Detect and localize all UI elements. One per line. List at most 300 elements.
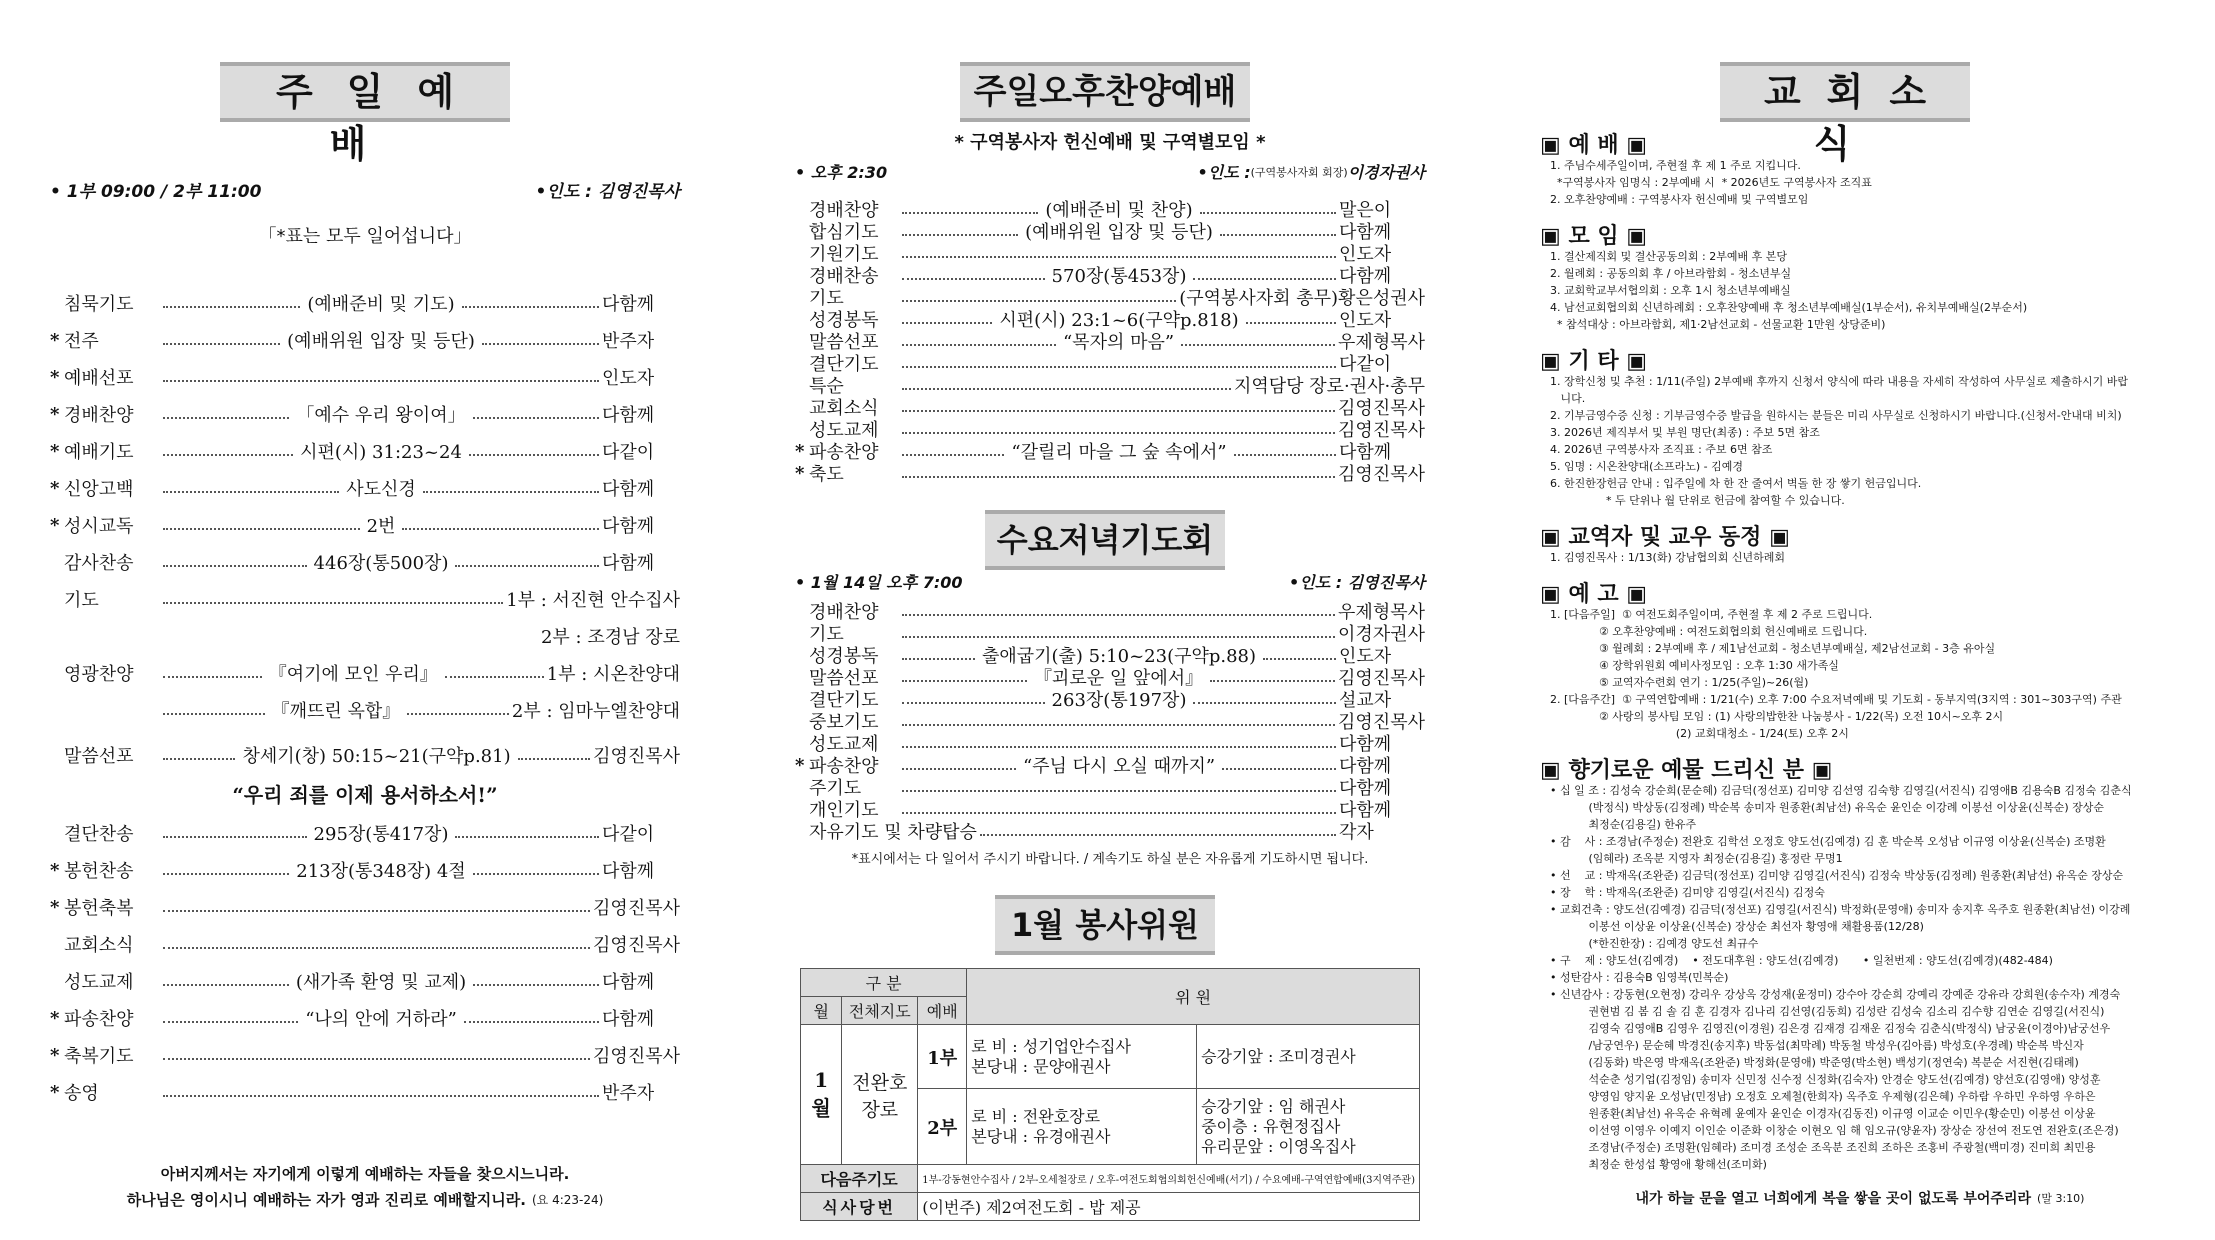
order-person: 김영진목사 xyxy=(593,1046,680,1067)
news-line: ② 사랑의 봉사팀 모임 : (1) 사랑의밥한찬 나눔봉사 - 1/22(목) 오전 10시~오후 2시 xyxy=(1550,710,2004,723)
news-line: 2. [다음주간] ① 구역연합예배 : 1/21(수) 오후 7:00 수요저녁예배 및 기도회 - 동부지역(3지역 : 301~303구역) 주관 xyxy=(1550,693,2122,706)
order-detail: 창세기(창) 50:15~21(구약p.81) xyxy=(242,746,511,767)
sunday-worship-time: • 1부 09:00 / 2부 11:00 xyxy=(50,181,262,202)
news-section-heading: ▣ 교역자 및 교우 동정 ▣ xyxy=(1540,525,1790,550)
order-row xyxy=(50,586,680,612)
news-line: 권현범 김 봄 김 솔 김 훈 김경자 김나리 김선영(김동희) 김성란 김성숙 김소리 김수향 김연순 김영길(서진식) xyxy=(1550,1005,2105,1018)
order-person: 다함께 xyxy=(602,861,655,882)
order-row xyxy=(795,818,1425,844)
order-row xyxy=(50,1005,680,1031)
dot-leader xyxy=(163,565,307,567)
order-row xyxy=(50,327,680,353)
afternoon-time: • 오후 2:30 xyxy=(795,163,888,182)
order-person: 다함께 xyxy=(602,479,655,500)
order-person: 1부 : 시온찬양대 xyxy=(546,664,680,685)
afternoon-leader-name: 이경자권사 xyxy=(1347,163,1425,182)
order-label: 파송찬양 xyxy=(809,756,879,777)
order-row xyxy=(50,475,680,501)
wednesday-time: • 1월 14일 오후 7:00 xyxy=(795,573,963,592)
order-mark: * xyxy=(795,440,805,462)
order-person: 2부 : 임마누엘찬양대 xyxy=(511,701,680,722)
table-header-members: 위 원 xyxy=(967,969,1420,1025)
dot-leader xyxy=(163,1095,599,1097)
order-person: 김영진목사 xyxy=(593,746,681,767)
order-person: 말은이 xyxy=(1339,200,1392,221)
sunday-worship-title: 주일예배 xyxy=(220,62,510,122)
order-label: 합심기도 xyxy=(809,222,879,243)
order-person: 다함께 xyxy=(1339,778,1392,799)
news-line: (박정식) 박상동(김정례) 박순복 송미자 원종환(최남선) 유옥순 윤인순 이강례 이봉선 이상윤(신복순) 장상순 xyxy=(1550,801,2105,814)
dot-leader xyxy=(163,343,280,345)
table-part-2: 2부 xyxy=(918,1089,967,1165)
order-person: 김영진목사 xyxy=(1338,464,1425,485)
order-person: 김영진목사 xyxy=(1338,420,1425,441)
dot-leader xyxy=(902,454,1004,456)
dot-leader xyxy=(469,454,599,456)
dot-leader xyxy=(163,910,590,912)
order-label: 경배찬양 xyxy=(64,405,134,426)
church-news-column xyxy=(1540,0,2180,1240)
news-line: 1. [다음주일] ① 여전도회주일이며, 주현절 후 제 2 주로 드립니다. xyxy=(1550,608,1873,621)
dot-leader xyxy=(902,812,1336,814)
order-mark: * xyxy=(50,1007,60,1029)
order-label: 예배선포 xyxy=(64,368,134,389)
order-mark: * xyxy=(50,477,60,499)
order-detail: (예배준비 및 기도) xyxy=(307,294,455,315)
order-person: 다함께 xyxy=(1339,800,1392,821)
order-detail: “목자의 마음” xyxy=(1062,332,1175,353)
order-person: 다함께 xyxy=(602,516,655,537)
dot-leader xyxy=(163,836,307,838)
dot-leader xyxy=(163,676,262,678)
news-section-heading: ▣ 기 타 ▣ xyxy=(1540,349,1648,374)
news-line: (2) 교회대청소 - 1/24(토) 오후 2시 xyxy=(1550,727,1849,740)
news-line: 2. 오후찬양예배 : 구역봉사자 헌신예배 및 구역별모임 xyxy=(1550,193,1809,206)
standing-note: 「*표는 모두 일어섭니다」 xyxy=(258,226,472,247)
news-line: 4. 남선교회협의회 신년하례회 : 오후찬양예배 후 청소년부예배실(1부순서), 유치부예배실(2부순서) xyxy=(1550,301,2028,314)
dot-leader xyxy=(163,528,360,530)
order-label: 기원기도 xyxy=(809,244,879,265)
order-person: 1부 : 서진현 안수집사 xyxy=(506,590,680,611)
order-person: 인도자 xyxy=(1339,310,1392,331)
news-line: • 교회건축 : 양도선(김예경) 김금덕(정선포) 김영길(서진식) 박정화(문영애) 송미자 송지후 옥주호 원종환(최남선) 이강례 xyxy=(1550,903,2131,916)
news-line: *구역봉사자 임명식 : 2부예배 시 * 2026년도 구역봉사자 조직표 xyxy=(1550,176,1872,189)
dot-leader xyxy=(902,658,975,660)
table-part-1-right: 승강기앞 : 조미경권사 xyxy=(1197,1025,1420,1089)
news-line: • 감 사 : 조경남(주정순) 전완호 김학선 오정호 양도선(김예경) 김 훈 박순복 오성남 이규영 이상윤(신복순) 조명환 xyxy=(1550,835,2106,848)
order-mark: * xyxy=(50,859,60,881)
order-label: 성도교제 xyxy=(64,972,134,993)
table-part-2-right: 승강기앞 : 임 해권사 중이층 : 유현정집사 유리문앞 : 이영옥집사 xyxy=(1197,1089,1420,1165)
news-line: 4. 2026년 구역봉사자 조직표 : 주보 6면 참조 xyxy=(1550,443,1773,456)
order-row xyxy=(50,1042,680,1068)
dot-leader xyxy=(455,836,599,838)
dot-leader xyxy=(902,614,1335,616)
dot-leader xyxy=(902,234,1018,236)
order-person: 김영진목사 xyxy=(593,935,680,956)
news-line: (*한진한장) : 김예경 양도선 최규수 xyxy=(1550,937,1759,950)
dot-leader xyxy=(464,1021,599,1023)
news-line: 최정순 한성섭 황영애 황해선(조미화) xyxy=(1550,1158,1767,1171)
dot-leader xyxy=(1220,234,1336,236)
table-next-value: 1부-강동현안수집사 / 2부-오세철장로 / 오후-여전도회협의회헌신예배(서기) / 수요예배-구역연합예배(3지역주관) xyxy=(918,1165,1420,1193)
verse-reference: (요 4:23-24) xyxy=(531,1192,604,1207)
dot-leader xyxy=(163,1021,298,1023)
church-news-title: 교회소식 xyxy=(1720,62,1970,122)
news-section-heading: ▣ 모 임 ▣ xyxy=(1540,224,1648,249)
order-label: 영광찬양 xyxy=(64,664,134,685)
table-next-label: 다음주기도 xyxy=(801,1165,918,1193)
order-label: 성도교제 xyxy=(809,420,879,441)
order-person: 다함께 xyxy=(602,294,655,315)
table-header-service: 예배 xyxy=(918,997,967,1025)
order-person: 우제형목사 xyxy=(1338,332,1425,353)
service-committee-table xyxy=(800,968,1420,1221)
dot-leader xyxy=(1193,702,1336,704)
order-detail: 213장(통348장) 4절 xyxy=(296,861,466,882)
order-label: 성경봉독 xyxy=(809,646,879,667)
order-row xyxy=(50,894,680,920)
order-label: 축도 xyxy=(809,464,844,485)
table-meal-value: (이번주) 제2여전도회 - 밥 제공 xyxy=(918,1193,1420,1221)
dot-leader xyxy=(163,380,599,382)
order-label: 성도교제 xyxy=(809,734,879,755)
afternoon-worship-column xyxy=(795,0,1425,1240)
order-label: 침묵기도 xyxy=(64,294,134,315)
order-person: 다함께 xyxy=(1339,222,1392,243)
verse-line-1: 아버지께서는 자기에게 이렇게 예배하는 자들을 찾으시느니라. xyxy=(160,1164,570,1183)
dot-leader xyxy=(902,636,1335,638)
order-row xyxy=(50,512,680,538)
order-person: 김영진목사 xyxy=(1338,668,1425,689)
order-detail: (예배위원 입장 및 등단) xyxy=(287,331,475,352)
wednesday-leader: •인도 : 김영진목사 xyxy=(1289,573,1425,592)
news-line: 1. 장학신청 및 추천 : 1/11(주일) 2부예배 후까지 신청서 양식에 따라 내용을 자세히 작성하여 사무실로 제출하시기 바랍 xyxy=(1550,375,2128,388)
order-person: 인도자 xyxy=(602,368,655,389)
order-person: 다함께 xyxy=(602,553,655,574)
news-line: • 구 제 : 양도선(김예경) • 전도대후원 : 양도선(김예경) • 일천번제 : 양도선(김예경)(482-484) xyxy=(1550,954,2053,967)
order-detail: 295장(통417장) xyxy=(313,824,449,845)
news-section-heading: ▣ 예 배 ▣ xyxy=(1540,133,1648,158)
dot-leader xyxy=(902,388,1231,390)
order-detail: 시편(시) 31:23~24 xyxy=(300,442,462,463)
dot-leader xyxy=(163,417,289,419)
order-row xyxy=(50,290,680,316)
table-month: 1월 xyxy=(801,1025,842,1165)
dot-leader xyxy=(902,410,1335,412)
order-person: 다함께 xyxy=(1339,734,1392,755)
closing-verse: 내가 하늘 문을 열고 너희에게 복을 쌓을 곳이 없도록 부어주리라 xyxy=(1635,1191,2032,1207)
sunday-worship-column xyxy=(50,0,680,1240)
wednesday-title: 수요저녁기도회 xyxy=(985,510,1225,570)
dot-leader xyxy=(980,834,1336,836)
order-detail: (새가족 환영 및 교제) xyxy=(295,972,467,993)
dot-leader xyxy=(1181,344,1335,346)
order-row xyxy=(50,742,680,768)
order-detail: 『괴로운 일 앞에서』 xyxy=(1033,668,1204,689)
order-detail: 『여기에 모인 우리』 xyxy=(268,664,438,685)
dot-leader xyxy=(902,300,1176,302)
order-detail: “갈릴리 마을 그 숲 속에서” xyxy=(1011,442,1227,463)
order-label: 기도 xyxy=(64,590,99,611)
news-line: 6. 한진한장헌금 안내 : 입주일에 차 한 잔 줄여서 벽돌 한 장 쌓기 헌금입니다. xyxy=(1550,477,1922,490)
dot-leader xyxy=(163,713,265,715)
order-person: 이경자권사 xyxy=(1338,624,1425,645)
dot-leader xyxy=(902,476,1335,478)
order-mark: * xyxy=(50,403,60,425)
news-line: 1. 김영진목사 : 1/13(화) 강남협의회 신년하례회 xyxy=(1550,551,1785,564)
news-line: 이봉선 이상윤 이상윤(신복순) 장상순 최선자 황영애 채활용품(12/28) xyxy=(1550,920,1924,933)
dot-leader xyxy=(902,702,1045,704)
order-person: 각자 xyxy=(1339,822,1374,843)
order-person: 다같이 xyxy=(1339,354,1392,375)
order-label: 신앙고백 xyxy=(64,479,134,500)
dot-leader xyxy=(163,984,289,986)
news-line: 이선영 이영우 이예지 이인순 이준화 이창순 이현오 임 해 임오규(양윤자) 장상순 장선여 전도연 전완호(조은경) xyxy=(1550,1124,2119,1137)
order-mark: * xyxy=(50,1044,60,1066)
dot-leader xyxy=(482,343,599,345)
dot-leader xyxy=(163,491,339,493)
news-line: 양영임 양지윤 오성남(민정남) 오정호 오제철(한희자) 옥주호 우제형(김은혜) 우하람 우하민 우하영 우하은 xyxy=(1550,1090,2096,1103)
order-detail: “나의 안에 거하라” xyxy=(305,1009,457,1030)
dot-leader xyxy=(1193,278,1336,280)
order-person: 우제형목사 xyxy=(1338,602,1425,623)
order-mark: * xyxy=(50,366,60,388)
dot-leader xyxy=(902,680,1027,682)
verse-line-2: 하나님은 영이시니 예배하는 자가 영과 진리로 예배할지니라. xyxy=(126,1190,526,1209)
dot-leader xyxy=(163,873,289,875)
dot-leader xyxy=(163,602,503,604)
order-mark: * xyxy=(795,462,805,484)
news-section-heading: ▣ 예 고 ▣ xyxy=(1540,582,1648,607)
order-row xyxy=(50,931,680,957)
news-line: 3. 교회학교부서협의회 : 오후 1시 청소년부예배실 xyxy=(1550,284,1791,297)
order-mark: * xyxy=(50,896,60,918)
table-header-month: 월 xyxy=(801,997,842,1025)
order-person: 다함께 xyxy=(602,1009,655,1030)
order-detail: 『깨뜨린 옥합』 xyxy=(271,701,401,722)
order-label: 주기도 xyxy=(809,778,862,799)
news-line: 2. 기부금영수증 신청 : 기부금영수증 발급을 원하시는 분들은 미리 사무실로 신청하시기 바랍니다.(신청서-안내대 비치) xyxy=(1550,409,2122,422)
dot-leader xyxy=(402,528,599,530)
table-part-1-left: 로 비 : 성기업안수집사 본당내 : 문양애권사 xyxy=(967,1025,1197,1089)
order-label: 경배찬송 xyxy=(809,266,879,287)
news-line: /남궁연우) 문순혜 박경진(송지후) 박동섭(최막례) 박동철 박성우(김아름) 박성호(우경례) 박순복 박신자 xyxy=(1550,1039,2084,1052)
order-label: 성시교독 xyxy=(64,516,134,537)
order-mark: * xyxy=(50,514,60,536)
afternoon-worship-title: 주일오후찬양예배 xyxy=(960,62,1250,122)
order-label: 개인기도 xyxy=(809,800,879,821)
dot-leader xyxy=(902,366,1336,368)
dot-leader xyxy=(902,344,1056,346)
news-line: • 선 교 : 박재옥(조완준) 김금덕(정선포) 김미양 김영길(서진식) 김정숙 박상동(김정례) 원종환(최남선) 유옥순 장상순 xyxy=(1550,869,2124,882)
order-person: 다함께 xyxy=(1339,756,1392,777)
order-row xyxy=(50,820,680,846)
dot-leader xyxy=(163,758,235,760)
order-detail: (예배위원 입장 및 등단) xyxy=(1025,222,1213,243)
afternoon-subtitle: * 구역봉사자 헌신예배 및 구역별모임 * xyxy=(954,132,1266,153)
order-detail: 시편(시) 23:1~6(구약p.818) xyxy=(999,310,1239,331)
dot-leader xyxy=(1246,322,1336,324)
sermon-title: “우리 죄를 이제 용서하소서!” xyxy=(232,782,498,807)
news-line: ⑤ 교역자수련회 연기 : 1/25(주일)~26(월) xyxy=(1550,676,1809,689)
order-detail: 「예수 우리 왕이여」 xyxy=(296,405,466,426)
sunday-worship-leader: •인도 : 김영진목사 xyxy=(535,181,680,202)
dot-leader xyxy=(1200,212,1336,214)
order-label: 결단찬송 xyxy=(64,824,134,845)
news-line: 조경남(주정순) 조명환(임혜라) 조미경 조성순 조옥분 조진희 조하은 조홍비 주광철(백미경) 진미희 최민용 xyxy=(1550,1141,2096,1154)
dot-leader xyxy=(163,306,300,308)
dot-leader xyxy=(423,491,599,493)
order-row xyxy=(50,857,680,883)
order-label: 봉헌찬송 xyxy=(64,861,134,882)
dot-leader xyxy=(1263,658,1336,660)
news-line: ② 오후찬양예배 : 여전도회협의회 헌신예배로 드립니다. xyxy=(1550,625,1868,638)
dot-leader xyxy=(902,746,1336,748)
news-line: 원종환(최남선) 유옥순 유혁례 윤예자 윤인순 이경자(김동진) 이규영 이교순 이민우(황순민) 이봉선 이상윤 xyxy=(1550,1107,2096,1120)
order-label: 전주 xyxy=(64,331,99,352)
order-row xyxy=(50,697,680,723)
order-label: 성경봉독 xyxy=(809,310,879,331)
news-line: • 장 학 : 박재옥(조완준) 김미양 김영길(서진식) 김정숙 xyxy=(1550,886,1825,899)
dot-leader xyxy=(902,256,1336,258)
table-part-2-left: 로 비 : 전완호장로 본당내 : 유경애권사 xyxy=(967,1089,1197,1165)
order-label: 기도 xyxy=(809,288,844,309)
order-person: 반주자 xyxy=(602,1083,655,1104)
closing-verse-ref: (말 3:10) xyxy=(2037,1192,2085,1205)
order-person: 다함께 xyxy=(1339,442,1392,463)
wednesday-note: *표시에서는 다 일어서 주시기 바랍니다. / 계속기도 하실 분은 자유롭게 기도하시면 됩니다. xyxy=(851,852,1369,867)
order-person: 인도자 xyxy=(1339,244,1392,265)
dot-leader xyxy=(902,768,1016,770)
order-detail: 사도신경 xyxy=(346,479,416,500)
table-header-guide: 전체지도 xyxy=(842,997,918,1025)
order-label: 송영 xyxy=(64,1083,99,1104)
news-line: ③ 월례회 : 2부예배 후 / 제1남선교회 - 청소년부예배실, 제2남선교회 - 3층 유아실 xyxy=(1550,642,1996,655)
order-label: 파송찬양 xyxy=(64,1009,134,1030)
order-detail: (예배준비 및 찬양) xyxy=(1045,200,1193,221)
news-line: • 십 일 조 : 김성숙 강순희(문순혜) 김금덕(정선포) 김미양 김선영 김숙향 김영길(서진식) 김영애B 김용숙B 김정숙 김춘식 xyxy=(1550,784,2132,797)
news-line: • 성탄감사 : 김용숙B 임영복(민복순) xyxy=(1550,971,1729,984)
dot-leader xyxy=(407,713,509,715)
dot-leader xyxy=(462,306,599,308)
news-line: 3. 2026년 제직부서 및 부원 명단(최종) : 주보 5면 참조 xyxy=(1550,426,1820,439)
order-label: 결단기도 xyxy=(809,690,879,711)
order-label: 말씀선포 xyxy=(809,668,879,689)
order-label: 기도 xyxy=(809,624,844,645)
table-meal-label: 식사당번 xyxy=(801,1193,918,1221)
dot-leader xyxy=(1222,768,1336,770)
order-person: 반주자 xyxy=(602,331,655,352)
order-detail: 2번 xyxy=(366,516,396,537)
order-person: (구역봉사자회 총무)황은성권사 xyxy=(1179,288,1425,309)
order-row xyxy=(50,438,680,464)
news-line: * 두 단위나 월 단위로 헌금에 참여할 수 있습니다. xyxy=(1550,494,1845,507)
order-person: 김영진목사 xyxy=(593,898,680,919)
news-line: 1. 주님수세주일이며, 주현절 후 제 1 주로 지킵니다. xyxy=(1550,159,1801,172)
order-detail: 263장(통197장) xyxy=(1051,690,1187,711)
order-label: 교회소식 xyxy=(64,935,134,956)
order-mark: * xyxy=(50,329,60,351)
dot-leader xyxy=(902,212,1038,214)
news-line: (임혜라) 조옥분 지영자 최정순(김용길) 홍정란 무명1 xyxy=(1550,852,1843,865)
order-person: 다함께 xyxy=(602,405,655,426)
order-row xyxy=(795,460,1425,486)
dot-leader xyxy=(445,676,544,678)
news-line: 1. 결산제직회 및 결산공동의회 : 2부예배 후 본당 xyxy=(1550,250,1787,263)
order-label: 축복기도 xyxy=(64,1046,134,1067)
order-row xyxy=(50,968,680,994)
dot-leader xyxy=(902,790,1336,792)
order-detail: 570장(통453장) xyxy=(1051,266,1187,287)
order-detail: 출애굽기(출) 5:10~23(구약p.88) xyxy=(981,646,1257,667)
dot-leader xyxy=(455,565,599,567)
order-row xyxy=(50,401,680,427)
order-label: 특순 xyxy=(809,376,844,397)
order-mark: * xyxy=(50,440,60,462)
news-line: 5. 임명 : 시온찬양대(소프라노) - 김예경 xyxy=(1550,460,1743,473)
afternoon-leader-note: (구역봉사자회 회장) xyxy=(1250,165,1348,179)
news-line: 2. 월례회 : 공동의회 후 / 아브라함회 - 청소년부실 xyxy=(1550,267,1792,280)
dot-leader xyxy=(473,417,599,419)
order-label: 감사찬송 xyxy=(64,553,134,574)
table-header-group: 구 분 xyxy=(801,969,967,997)
news-line: * 참석대상 : 아브라함회, 제1·2남선교회 - 선물교환 1만원 상당준비) xyxy=(1550,318,1886,331)
news-line: • 신년감사 : 강동현(오현정) 강리우 강상옥 강성재(윤정미) 강수아 강순희 강예리 강예준 강유라 강희원(송수자) 계경숙 xyxy=(1550,988,2121,1001)
order-person: 인도자 xyxy=(1339,646,1392,667)
order-person: 다같이 xyxy=(602,442,655,463)
order-label: 결단기도 xyxy=(809,354,879,375)
dot-leader xyxy=(902,322,992,324)
dot-leader xyxy=(163,1058,590,1060)
dot-leader xyxy=(902,278,1045,280)
order-label: 예배기도 xyxy=(64,442,134,463)
order-row xyxy=(50,364,680,390)
order-person: 다함께 xyxy=(1339,266,1392,287)
order-person: 설교자 xyxy=(1339,690,1392,711)
news-line: 석순춘 성기업(김정임) 송미자 신민정 신수정 신정화(김숙자) 안경순 양도선(김예경) 양선호(김영애) 양성훈 xyxy=(1550,1073,2101,1086)
dot-leader xyxy=(163,947,590,949)
dot-leader xyxy=(902,432,1335,434)
table-part-1: 1부 xyxy=(918,1025,967,1089)
order-row xyxy=(50,660,680,686)
news-line: 니다. xyxy=(1550,392,1586,405)
order-label: 파송찬양 xyxy=(809,442,879,463)
order-person: 다함께 xyxy=(602,972,655,993)
order-label: 자유기도 및 차량탑승 xyxy=(809,822,977,843)
order-label: 교회소식 xyxy=(809,398,879,419)
afternoon-leader-prefix: •인도 : xyxy=(1197,163,1251,182)
order-person: 지역담당 장로·권사·총무 xyxy=(1233,376,1425,397)
order-mark: * xyxy=(50,1081,60,1103)
order-detail: “주님 다시 오실 때까지” xyxy=(1022,756,1216,777)
order-person: 김영진목사 xyxy=(1338,398,1425,419)
dot-leader xyxy=(1234,454,1336,456)
table-guide: 전완호 장로 xyxy=(842,1025,918,1165)
order-label: 봉헌축복 xyxy=(64,898,134,919)
order-person: 김영진목사 xyxy=(1338,712,1425,733)
order-label: 경배찬양 xyxy=(809,200,879,221)
dot-leader xyxy=(518,758,590,760)
order-row xyxy=(50,623,680,649)
order-mark: * xyxy=(795,754,805,776)
dot-leader xyxy=(473,984,599,986)
order-detail: 446장(통500장) xyxy=(313,553,449,574)
dot-leader xyxy=(1210,680,1335,682)
order-person: 다같이 xyxy=(602,824,655,845)
order-label: 경배찬양 xyxy=(809,602,879,623)
order-label: 중보기도 xyxy=(809,712,879,733)
